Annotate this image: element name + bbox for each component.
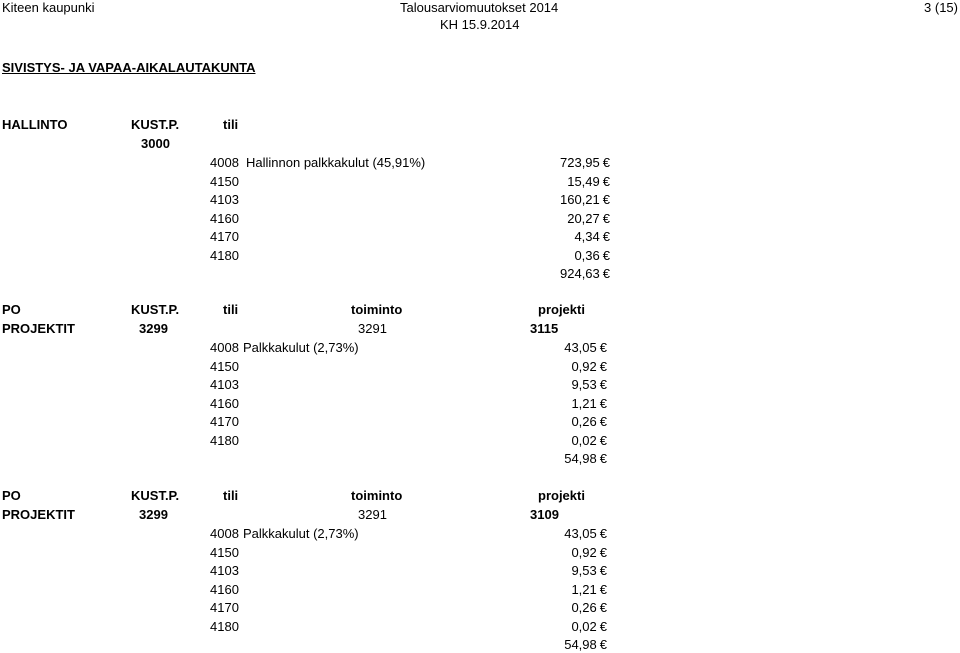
document-title: Talousarviomuutokset 2014 — [400, 0, 559, 15]
organization-name: Kiteen kaupunki — [2, 0, 95, 15]
section-group-name: PROJEKTIT — [2, 321, 75, 336]
euro-icon: € — [599, 451, 607, 466]
euro-icon: € — [602, 247, 610, 263]
euro-icon: € — [602, 173, 610, 189]
euro-icon: € — [599, 377, 607, 392]
section-label-function: toiminto — [351, 302, 403, 317]
table-row-account: 4180 — [210, 432, 239, 448]
euro-icon: € — [602, 266, 610, 281]
table-row-account: 4180 — [210, 618, 239, 634]
section-total: 54,98 € — [564, 637, 607, 652]
table-row-account: 4160 — [210, 210, 239, 226]
euro-icon: € — [599, 618, 607, 634]
euro-icon: € — [602, 192, 610, 207]
table-row-account: 4160 — [210, 395, 239, 411]
table-row-account: 4170 — [210, 600, 239, 615]
euro-icon: € — [602, 155, 610, 170]
euro-icon: € — [599, 600, 607, 615]
euro-icon: € — [599, 358, 607, 374]
section-label-account: tili — [223, 117, 239, 132]
table-row-account: 4160 — [210, 581, 239, 597]
table-row-account: 4150 — [210, 544, 239, 560]
table-row-account: 4103 — [210, 563, 239, 578]
table-row-description: Hallinnon palkkakulut (45,91%) — [246, 155, 426, 170]
page-number: 3 (15) — [924, 0, 958, 15]
section-label-a: PO — [2, 302, 21, 317]
section-function: 3291 — [358, 507, 387, 522]
section-label-cost-center: KUST.P. — [131, 117, 180, 132]
section-project: 3115 — [530, 321, 559, 336]
table-row-amount: 723,95 € — [560, 155, 610, 170]
table-row-amount: 0,26 € — [571, 414, 607, 429]
section-group-name: PROJEKTIT — [2, 507, 75, 522]
table-row-amount: 20,27 € — [567, 210, 610, 226]
section-cost-center: 3299 — [139, 321, 168, 336]
euro-icon: € — [599, 395, 607, 411]
table-row-amount: 0,36 € — [574, 247, 610, 263]
section-label-a: PO — [2, 488, 21, 503]
table-row-amount: 43,05 € — [564, 526, 607, 541]
table-row-account: 4150 — [210, 358, 239, 374]
table-row-amount: 160,21 € — [560, 192, 610, 207]
section-total: 924,63 € — [560, 266, 610, 281]
table-row-amount: 0,02 € — [571, 432, 607, 448]
table-row-account: 4103 — [210, 192, 239, 207]
section-label-account: tili — [223, 302, 239, 317]
section-total: 54,98 € — [564, 451, 607, 466]
section-project: 3109 — [530, 507, 559, 522]
table-row-account: 4008 — [210, 340, 239, 355]
table-row-amount: 43,05 € — [564, 340, 607, 355]
section-cost-center: 3000 — [141, 136, 170, 151]
table-row-account: 4170 — [210, 414, 239, 429]
euro-icon: € — [599, 432, 607, 448]
euro-icon: € — [599, 581, 607, 597]
euro-icon: € — [599, 637, 607, 652]
euro-icon: € — [602, 229, 610, 244]
section-label-project: projekti — [538, 488, 585, 503]
table-row-amount: 9,53 € — [571, 563, 607, 578]
table-row-amount: 0,02 € — [571, 618, 607, 634]
table-row-amount: 0,26 € — [571, 600, 607, 615]
section-label-a: HALLINTO — [2, 117, 68, 132]
euro-icon: € — [599, 544, 607, 560]
section-cost-center: 3299 — [139, 507, 168, 522]
document-date: KH 15.9.2014 — [440, 17, 520, 32]
table-row-account: 4008 — [210, 155, 239, 170]
table-row-amount: 9,53 € — [571, 377, 607, 392]
table-row-amount: 0,92 € — [571, 544, 607, 560]
euro-icon: € — [602, 210, 610, 226]
table-row-description: Palkkakulut (2,73%) — [243, 340, 359, 355]
euro-icon: € — [599, 414, 607, 429]
table-row-account: 4180 — [210, 247, 239, 263]
table-row-amount: 15,49 € — [567, 173, 610, 189]
table-row-amount: 4,34 € — [574, 229, 610, 244]
euro-icon: € — [599, 563, 607, 578]
section-label-cost-center: KUST.P. — [131, 302, 180, 317]
table-row-amount: 1,21 € — [571, 581, 607, 597]
table-row-amount: 0,92 € — [571, 358, 607, 374]
table-row-account: 4150 — [210, 173, 239, 189]
table-row-description: Palkkakulut (2,73%) — [243, 526, 359, 541]
euro-icon: € — [599, 526, 607, 541]
table-row-account: 4008 — [210, 526, 239, 541]
euro-icon: € — [599, 340, 607, 355]
table-row-account: 4103 — [210, 377, 239, 392]
section-label-project: projekti — [538, 302, 585, 317]
section-label-account: tili — [223, 488, 239, 503]
table-row-account: 4170 — [210, 229, 239, 244]
section-function: 3291 — [358, 321, 387, 336]
section-label-cost-center: KUST.P. — [131, 488, 180, 503]
committee-heading: SIVISTYS- JA VAPAA-AIKALAUTAKUNTA — [2, 60, 256, 75]
table-row-amount: 1,21 € — [571, 395, 607, 411]
section-label-function: toiminto — [351, 488, 403, 503]
